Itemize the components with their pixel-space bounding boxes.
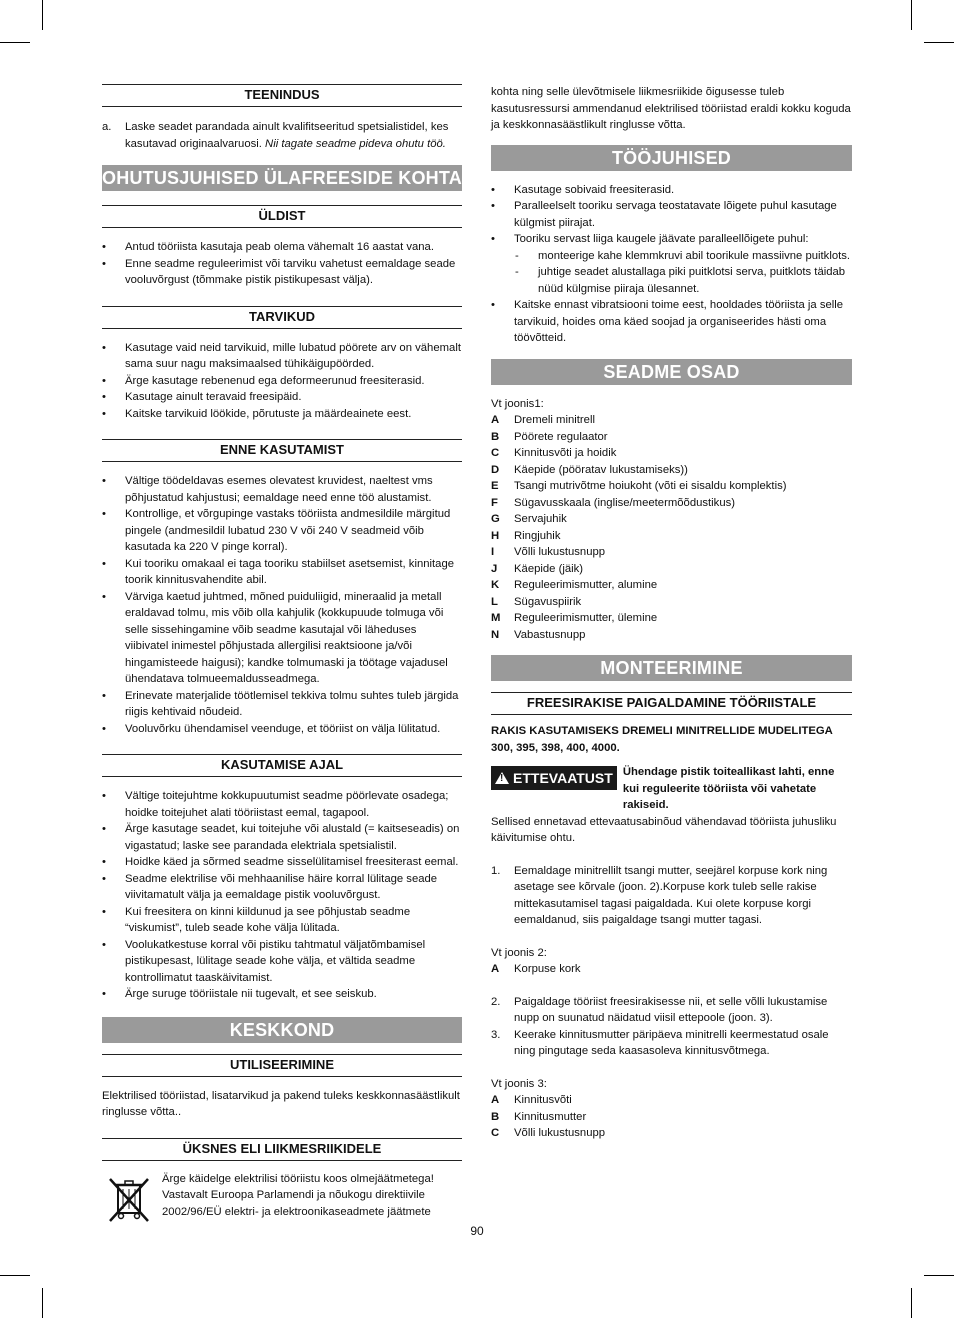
step-3: 3. Keerake kinnitusmutter päripäeva minitrelli keermestatud osale ning pingutage seda kaasasoleva kinnitusvõtmega. [491, 1028, 829, 1057]
list-item: • Kontrollige, et võrgupinge vastaks tööriista andmesildile märgitud pingele (andmesildil lubatud 230 V või 240 V seadmeid võib kasutada ka 220 V pinge korral). [102, 508, 451, 553]
warning-block [491, 764, 852, 814]
warning-label: ETTEVAATUST [513, 770, 613, 786]
part-row: A Kinnitusvõti [491, 1094, 572, 1106]
part-row: A Dremeli minitrell [491, 414, 595, 426]
list-item: • Kui freesitera on kinni kiildunud ja see põhjustab seadme “viskumist”, tuleb seade kohe välja lülitada. [102, 905, 411, 934]
figure3-ref: Vt joonis 3: [491, 1077, 547, 1090]
part-row: K Reguleerimismutter, alumine [491, 579, 658, 591]
part-row: G Servajuhik [491, 513, 567, 525]
utiliseerimine-heading: UTILISEERIMINE [102, 1054, 462, 1077]
part-row: E Tsangi mutrivõtme hoiukoht (võti ei sisaldu komplektis) [491, 480, 787, 492]
freesirakis-heading: FREESIRAKISE PAIGALDAMINE TÖÖRIISTALE [491, 692, 852, 715]
part-row: F Sügavusskaala (inglise/meetermõõdustikus) [491, 496, 736, 509]
rakis-note: RAKIS KASUTAMISEKS DREMELI MINITRELLIDE MUDELITEGA 300, 395, 398, 400, 4000. [491, 725, 833, 754]
left-column [102, 84, 462, 1223]
warning-text: Ühendage pistik toiteallikast lahti, enne kui reguleerite tööriista või vahetate rakiseid. [622, 766, 835, 811]
list-subitem: - juhtige seadet alustallaga piki puitklotsi serva, puitklots täidab nüüd külgmise piiraja ülesannet. [515, 266, 846, 295]
part-row: I Võlli lukustusnupp [491, 546, 606, 558]
monteerimine-band: MONTEERIMINE [491, 655, 852, 681]
parts-list [491, 412, 852, 643]
crop-mark [924, 1275, 954, 1276]
tarvikud-heading: TARVIKUD [102, 306, 462, 329]
warning-badge [491, 766, 617, 790]
seadme-osad-band: SEADME OSAD [491, 359, 852, 385]
crop-mark [42, 0, 43, 30]
eu-block [102, 1171, 462, 1223]
part-row: M Reguleerimismutter, ülemine [491, 612, 658, 624]
list-item: • Vältige toitejuhtme kokkupuutumist seadme pöörlevate osadega; hoidke toitejuhet alati tööriistast eemal, tagapool. [102, 790, 449, 819]
enne-heading: ENNE KASUTAMIST [102, 439, 462, 462]
part-row: A Korpuse kork [491, 963, 581, 975]
step-1: 1. Eemaldage minitrellilt tsangi mutter, seejärel korpuse kork ning asetage see kõrvale (joon. 2).Korpuse kork tuleb selle rakise mittekasutamisel tagasi paigaldada. Kui olete korpuse korgi eemaldanud, siis paigaldage tsangi mutter tagasi. [491, 864, 828, 926]
list-item: • Vältige töödeldavas esemes olevatest kruvidest, naeltest vms põhjustatud kahjustusi; eemaldage need enne töö alustamist. [102, 475, 433, 504]
part-row: B Pöörete regulaator [491, 430, 608, 443]
safety-band: OHUTUSJUHISED ÜLAFREESIDE KOHTA [102, 165, 462, 191]
osad-intro: Vt joonis1: [491, 397, 544, 410]
crop-mark [0, 1275, 30, 1276]
crop-mark [911, 1288, 912, 1318]
list-item: • Kaitske ennast vibratsiooni toime eest, hooldades tööriista ja selle tarvikuid, hoides oma käed soojad ja organiseerides hästi oma töövõtteid. [491, 299, 844, 344]
part-row: H Ringjuhik [491, 529, 561, 542]
yldist-heading: ÜLDIST [102, 205, 462, 228]
list-item: • Kasutage sobivaid freesiterasid. [491, 183, 675, 196]
toojuhised-band: TÖÖJUHISED [491, 145, 852, 171]
tarvikud-list [102, 340, 462, 423]
teenindus-heading: TEENINDUS [102, 84, 462, 107]
enne-list [102, 473, 462, 737]
part-row: L Sügavuspiirik [491, 595, 582, 608]
list-item: • Paralleelselt tooriku servaga teostatavate lõigete puhul kasutage külgmist piirajat. [491, 200, 837, 229]
list-item: • Kasutage vaid neid tarvikuid, mille lubatud pöörete arv on vähemalt sama suur nagu maksimaalsed tühikäigupöörded. [102, 341, 461, 370]
step-2: 2. Paigaldage tööriist freesirakisesse nii, et selle võlli lukustamise nupp on suunatud näidatud viisil ettepoole (joon. 3). [491, 995, 828, 1024]
ajal-heading: KASUTAMISE AJAL [102, 754, 462, 777]
list-item: • Kaitske tarvikuid löökide, põrutuste ja määrdeainete eest. [102, 407, 412, 420]
eu-text: Ärge käidelge elektrilisi tööriistu koos olmejäätmetega! Vastavalt Euroopa Parlamendi ja nõukogu direktiivile 2002/96/EÜ elektri- ja elektroonikaseadmete jäätmete [162, 1172, 434, 1218]
list-marker: a. [102, 121, 112, 133]
list-item: • Seadme elektrilise või mehhaanilise häire korral lülitage seade viivitamatult välja ja eemaldage pistik vooluvõrgust. [102, 872, 438, 901]
crop-mark [42, 1288, 43, 1318]
crop-mark [924, 42, 954, 43]
list-item: • Vooluvõrku ühendamisel veenduge, et tööriist on välja lülitatud. [102, 722, 441, 735]
crossed-bin-icon [106, 1175, 152, 1223]
teenindus-body: Laske seadet parandada ainult kvalifitseeritud spetsialistidel, kes kasutavad originaalvaruosi. [125, 121, 449, 150]
list-item: • Värviga kaetud juhtmed, mõned puiduliigid, mineraalid ja metall eraldavad tolmu, mis võib olla kahjulik (kokkupuude tolmuga või selle sissehingamine võib seadme kasutajal või läheduses viibivatel inimestel põhjustada allergilisi reaktsioone ja/või hingamisteede haigusi); kandke tolmumaski ja töötage vajadusel ühendatava tolmueemaldusseadmega. [102, 590, 448, 685]
list-subitem: - monteerige kahe klemmkruvi abil toorikule massiivne puitklots. [515, 249, 851, 262]
list-item: • Enne seadme reguleerimist või tarviku vahetust eemaldage seade vooluvõrgust (tõmmake pistik pistikupesast välja). [102, 257, 456, 286]
list-item: • Kasutage ainult teravaid freesipäid. [102, 391, 302, 403]
figure2-ref: Vt joonis 2: [491, 946, 547, 959]
part-row: N Vabastusnupp [491, 628, 586, 641]
crop-mark [911, 0, 912, 30]
list-item: • Ärge kasutage seadet, kui toitejuhe või alustald (= kaitseseadis) on vigastatud; laske see parandada elektriala spetsialistil. [102, 823, 460, 852]
toojuhised-list [491, 182, 852, 347]
part-row: D Käepide (pööratav lukustamiseks)) [491, 463, 688, 476]
list-item: • Antud tööriista kasutaja peab olema vähemalt 16 aastat vana. [102, 241, 434, 253]
part-row: B Kinnitusmutter [491, 1110, 587, 1123]
continued-text: kohta ning selle ülevõtmisele liikmesriikide õigusesse tuleb kasutusressursi ammendanud elektrilised tööriistad eraldi kokku koguda ja keskkonnasäästlikult ringlusse võtta. [491, 86, 851, 131]
list-item: • Hoidke käed ja sõrmed seadme sisselülitamisel freesiterast eemal. [102, 856, 459, 868]
part-row: C Kinnitusvõti ja hoidik [491, 447, 617, 459]
warning-note: Sellised ennetavad ettevaatusabinõud vähendavad tööriista juhusliku käivitumise ohtu. [491, 815, 837, 844]
keskkond-band: KESKKOND [102, 1017, 462, 1043]
teenindus-italic: Nii tagate seadme pideva ohutu töö. [265, 137, 446, 150]
list-item: • Ärge kasutage rebenenud ega deformeerunud freesiterasid. [102, 374, 425, 387]
list-item: • Kui tooriku omakaal ei taga tooriku stabiilset asetsemist, kinnitage toorik kinnitusvahendite abil. [102, 557, 455, 586]
utiliseerimine-text: Elektrilised tööriistad, lisatarvikud ja pakend tuleks keskkonnasäästlikult ringlusse võtta.. [102, 1089, 460, 1118]
teenindus-item [102, 119, 462, 152]
list-item: • Tooriku servast liiga kaugele jäävate paralleellõigete puhul: [491, 233, 809, 245]
list-item: • Voolukatkestuse korral või pistiku tahtmatul väljatõmbamisel pistikupesast, lülitage seade kohe välja, et vältida seadme kontrollimatut taaskäivitamist. [102, 938, 426, 984]
part-row: J Käepide (jäik) [491, 562, 584, 575]
warning-triangle-icon: ! [495, 772, 509, 784]
right-column [491, 84, 852, 1142]
list-item: • Erinevate materjalide töötlemisel tekkiva tolmu suhtes tuleb järgida riigis kehtivaid nõudeid. [102, 689, 459, 718]
teenindus-text [125, 119, 462, 152]
yldist-list [102, 239, 462, 289]
page-number: 90 [470, 1224, 484, 1238]
ajal-list [102, 788, 462, 1003]
part-row: C Võlli lukustusnupp [491, 1127, 606, 1139]
eu-heading: ÜKSNES ELI LIIKMESRIIKIDELE [102, 1138, 462, 1161]
crop-mark [0, 42, 30, 43]
list-item: • Ärge suruge tööriistale nii tugevalt, et see seiskub. [102, 988, 377, 1000]
